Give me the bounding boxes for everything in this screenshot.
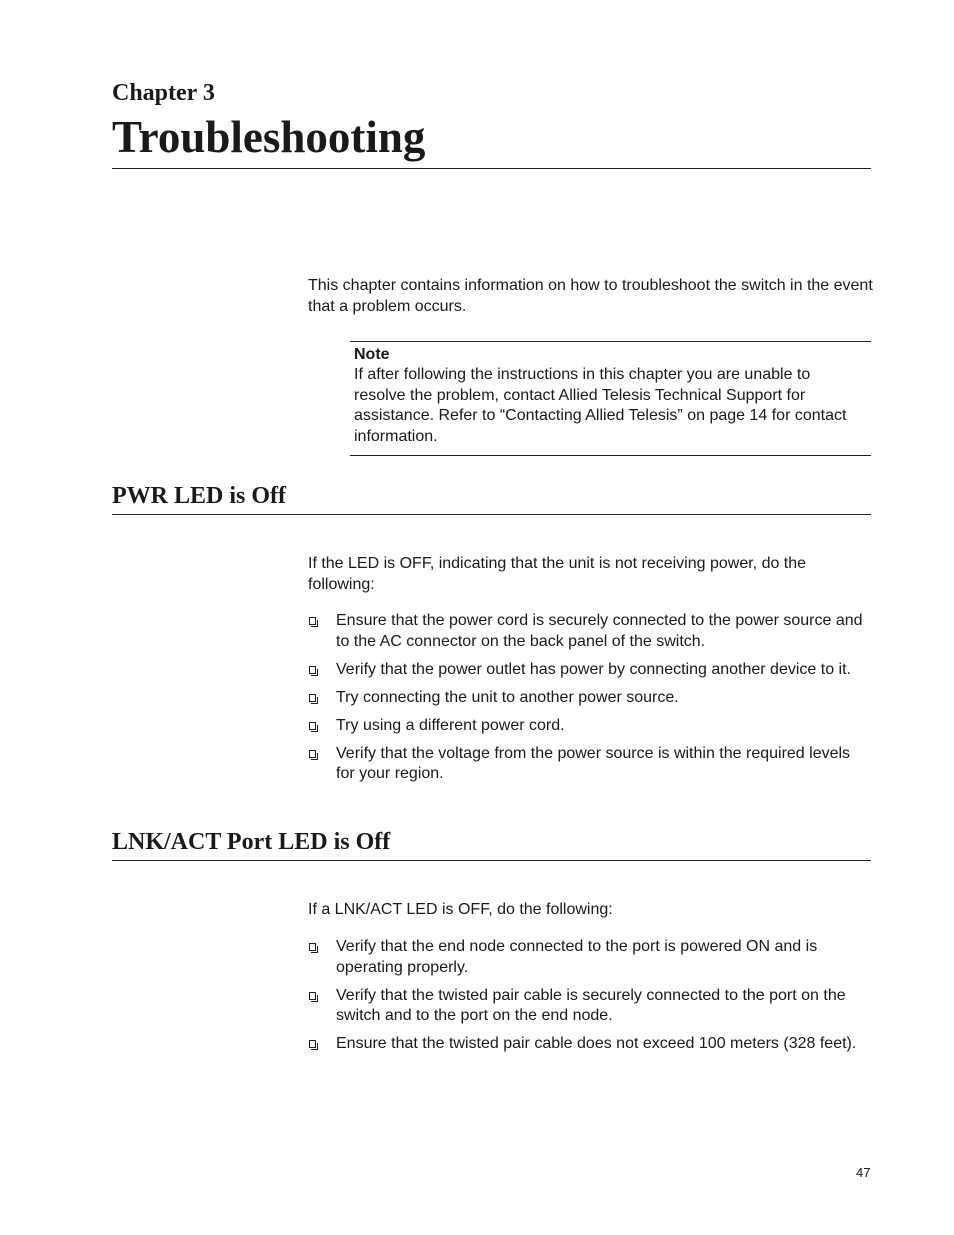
list-item: Verify that the voltage from the power source is within the required levels for your region. [308,744,873,785]
list-item: Try using a different power cord. [308,716,873,737]
checkbox-bullet-icon [309,992,316,1000]
section-intro-pwr: If the LED is OFF, indicating that the unit is not receiving power, do the following: [308,555,807,593]
list-item: Verify that the end node connected to the port is powered ON and is operating properly. [308,937,873,978]
checkbox-bullet-icon [309,666,316,674]
section-rule-lnk [112,860,871,861]
bullet-list-lnk [308,937,873,1062]
checkbox-bullet-icon [309,694,316,702]
checkbox-bullet-icon [309,1040,316,1048]
checkbox-bullet-icon [309,617,316,625]
list-item: Verify that the power outlet has power by connecting another device to it. [308,660,873,681]
list-item: Ensure that the twisted pair cable does not exceed 100 meters (328 feet). [308,1034,873,1055]
section-rule-pwr [112,514,871,515]
checkbox-bullet-icon [309,750,316,758]
page-number: 47 [856,1165,871,1180]
bullet-list-pwr [308,611,873,792]
list-item: Try connecting the unit to another power source. [308,688,873,709]
chapter-title-rule [112,168,871,169]
chapter-label: Chapter 3 [112,80,215,106]
chapter-title: Troubleshooting [112,112,426,162]
checkbox-bullet-icon [309,722,316,730]
note-top-rule [350,341,871,342]
chapter-intro: This chapter contains information on how to troubleshoot the switch in the event that a problem occurs. [308,277,873,315]
list-item: Ensure that the power cord is securely connected to the power source and to the AC connector on the back panel of the switch. [308,611,873,652]
section-intro-lnk: If a LNK/ACT LED is OFF, do the following: [308,901,613,918]
note-bottom-rule [350,455,871,456]
checkbox-bullet-icon [309,943,316,951]
section-title-pwr: PWR LED is Off [112,483,286,509]
list-item: Verify that the twisted pair cable is securely connected to the port on the switch and to the port on the end node. [308,986,873,1027]
note-text: If after following the instructions in this chapter you are unable to resolve the problem, contact Allied Telesis Technical Support for assistance. Refer to “Contacting Allied Telesis” on page 14 for contact information. [354,366,847,445]
section-title-lnk: LNK/ACT Port LED is Off [112,829,391,855]
note-heading: Note [354,346,390,363]
